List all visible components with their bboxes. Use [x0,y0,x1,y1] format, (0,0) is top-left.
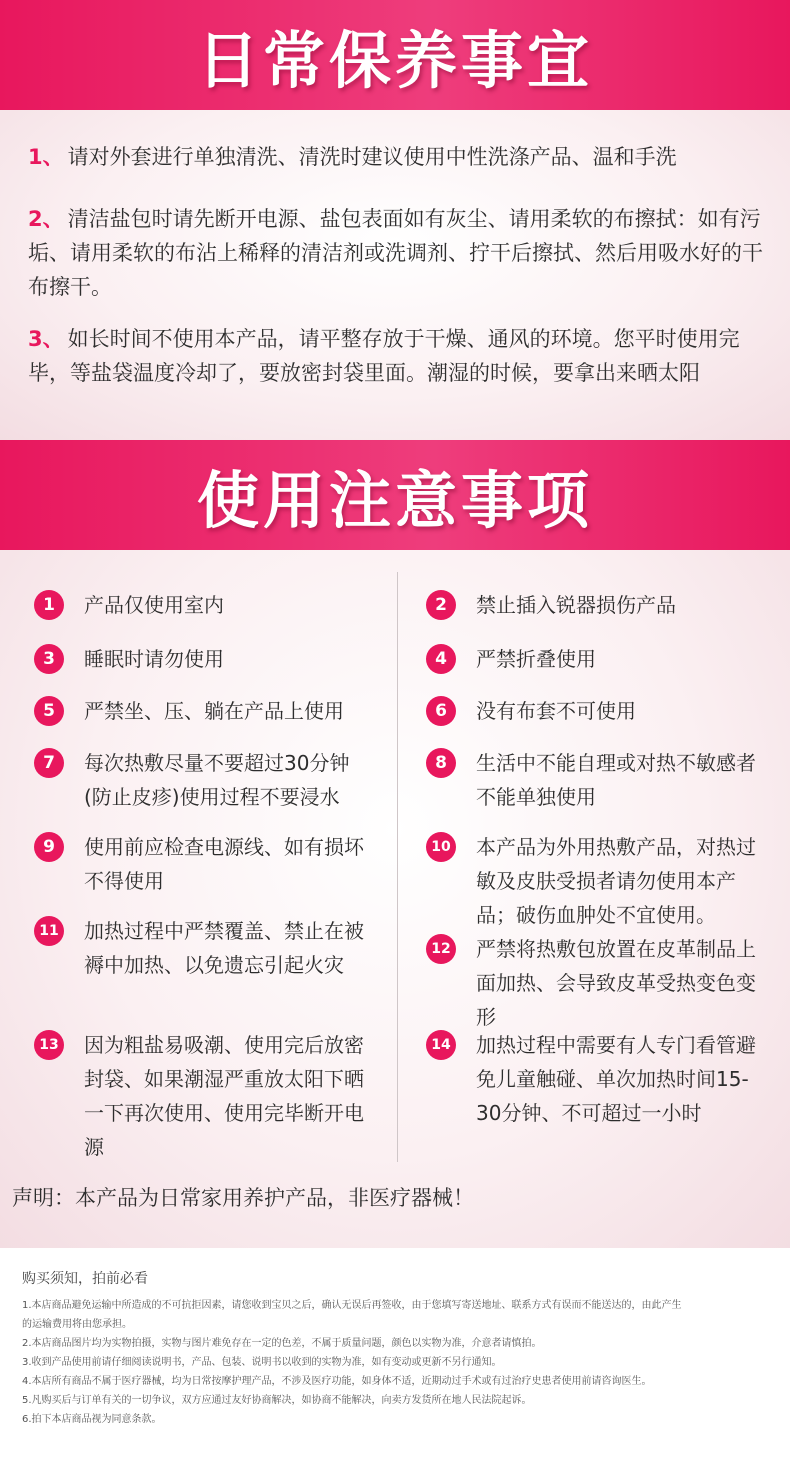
number-badge: 3 [34,644,64,674]
note-text: 每次热敷尽量不要超过30分钟(防止皮疹)使用过程不要浸水 [84,751,350,809]
note-6 [435,694,766,728]
usage-section-title: 使用注意事项 [196,463,593,537]
care-section-title: 日常保养事宜 [196,23,593,97]
note-14 [431,1028,766,1130]
number-badge: 9 [34,832,64,862]
note-text: 睡眠时请勿使用 [84,647,224,671]
note-text: 严禁折叠使用 [476,647,596,671]
notice-line: 6.拍下本店商品视为同意条款。 [22,1414,162,1425]
number-badge: 2 [426,590,456,620]
note-text: 加热过程中严禁覆盖、禁止在被褥中加热、以免遗忘引起火灾 [84,919,364,977]
number-badge: 6 [426,696,456,726]
care-banner [0,0,790,110]
number-badge: 8 [426,748,456,778]
note-text: 本产品为外用热敷产品，对热过敏及皮肤受损者请勿使用本产品；破伤血肿处不宜使用。 [476,835,756,927]
note-text: 产品仅使用室内 [84,593,224,617]
number-badge: 7 [34,748,64,778]
care-item-text: 请对外套进行单独清洗、清洗时建议使用中性洗涤产品、温和手洗 [67,145,677,169]
note-8 [435,746,766,814]
notice-line: 5.凡购买后与订单有关的一切争议，双方应通过友好协商解决，如协商不能解决，向卖方发货所在地人民法院起诉。 [22,1395,532,1406]
care-item-1 [28,140,768,174]
note-text: 使用前应检查电源线、如有损坏不得使用 [84,835,364,893]
note-text: 因为粗盐易吸潮、使用完后放密封袋、如果潮湿严重放太阳下晒一下再次使用、使用完毕断开电源 [84,1033,364,1159]
number-badge: 10 [426,832,456,862]
note-3 [43,642,404,676]
care-item-2 [28,202,768,304]
note-5 [43,694,404,728]
number-badge: 4 [426,644,456,674]
notice-line: 2.本店商品图片均为实物拍摄，实物与图片难免存在一定的色差，不属于质量问题，颜色以实物为准，介意者请慎拍。 [22,1338,542,1349]
disclaimer: 声明：本产品为日常家用养护产品，非医疗器械！ [12,1186,474,1210]
notice-line: 的运输费用将由您承担。 [22,1319,132,1330]
notice-line: 1.本店商品避免运输中所造成的不可抗拒因素，请您收到宝贝之后，确认无误后再签收，由于您填写寄送地址、联系方式有误而不能送达的，由此产生 [22,1300,682,1311]
care-item-number: 2、 [28,207,64,231]
number-badge: 5 [34,696,64,726]
number-badge: 1 [34,590,64,620]
note-text: 禁止插入锐器损伤产品 [476,593,676,617]
care-item-text: 如长时间不使用本产品，请平整存放于干燥、通风的环境。您平时使用完毕，等盐袋温度冷却了，要放密封袋里面。潮湿的时候，要拿出来晒太阳 [28,327,740,385]
number-badge: 13 [34,1030,64,1060]
note-text: 没有布套不可使用 [476,699,636,723]
note-2 [435,588,766,622]
notice-line: 4.本店所有商品不属于医疗器械，均为日常按摩护理产品，不涉及医疗功能，如身体不适，近期动过手术或有过治疗史患者使用前请咨询医生。 [22,1376,652,1387]
usage-banner [0,440,790,550]
purchase-notice [0,1248,790,1460]
note-9 [43,830,374,898]
number-badge: 14 [426,1030,456,1060]
note-11 [39,914,374,982]
care-panel [0,110,790,440]
note-1 [43,588,404,622]
number-badge: 12 [426,934,456,964]
care-item-number: 1、 [28,145,64,169]
usage-panel [0,550,790,1248]
note-text: 加热过程中需要有人专门看管避免儿童触碰、单次加热时间15-30分钟、不可超过一小时 [476,1033,756,1125]
number-badge: 11 [34,916,64,946]
note-4 [435,642,766,676]
note-text: 严禁将热敷包放置在皮革制品上面加热、会导致皮革受热变色变形 [476,937,756,1029]
note-text: 严禁坐、压、躺在产品上使用 [84,699,344,723]
notice-line: 3.收到产品使用前请仔细阅读说明书，产品、包装、说明书以收到的实物为准，如有变动或更新不另行通知。 [22,1357,502,1368]
notice-title: 购买须知，拍前必看 [22,1271,148,1287]
care-item-number: 3、 [28,327,64,351]
note-12 [431,932,766,1034]
note-10 [431,830,766,932]
note-13 [39,1028,374,1164]
note-text: 生活中不能自理或对热不敏感者不能单独使用 [476,751,756,809]
care-item-text: 清洁盐包时请先断开电源、盐包表面如有灰尘、请用柔软的布擦拭：如有污垢、请用柔软的布沾上稀释的清洁剂或洗调剂、拧干后擦拭、然后用吸水好的干布擦干。 [28,207,763,299]
care-item-3 [28,322,768,390]
note-7 [43,746,374,814]
